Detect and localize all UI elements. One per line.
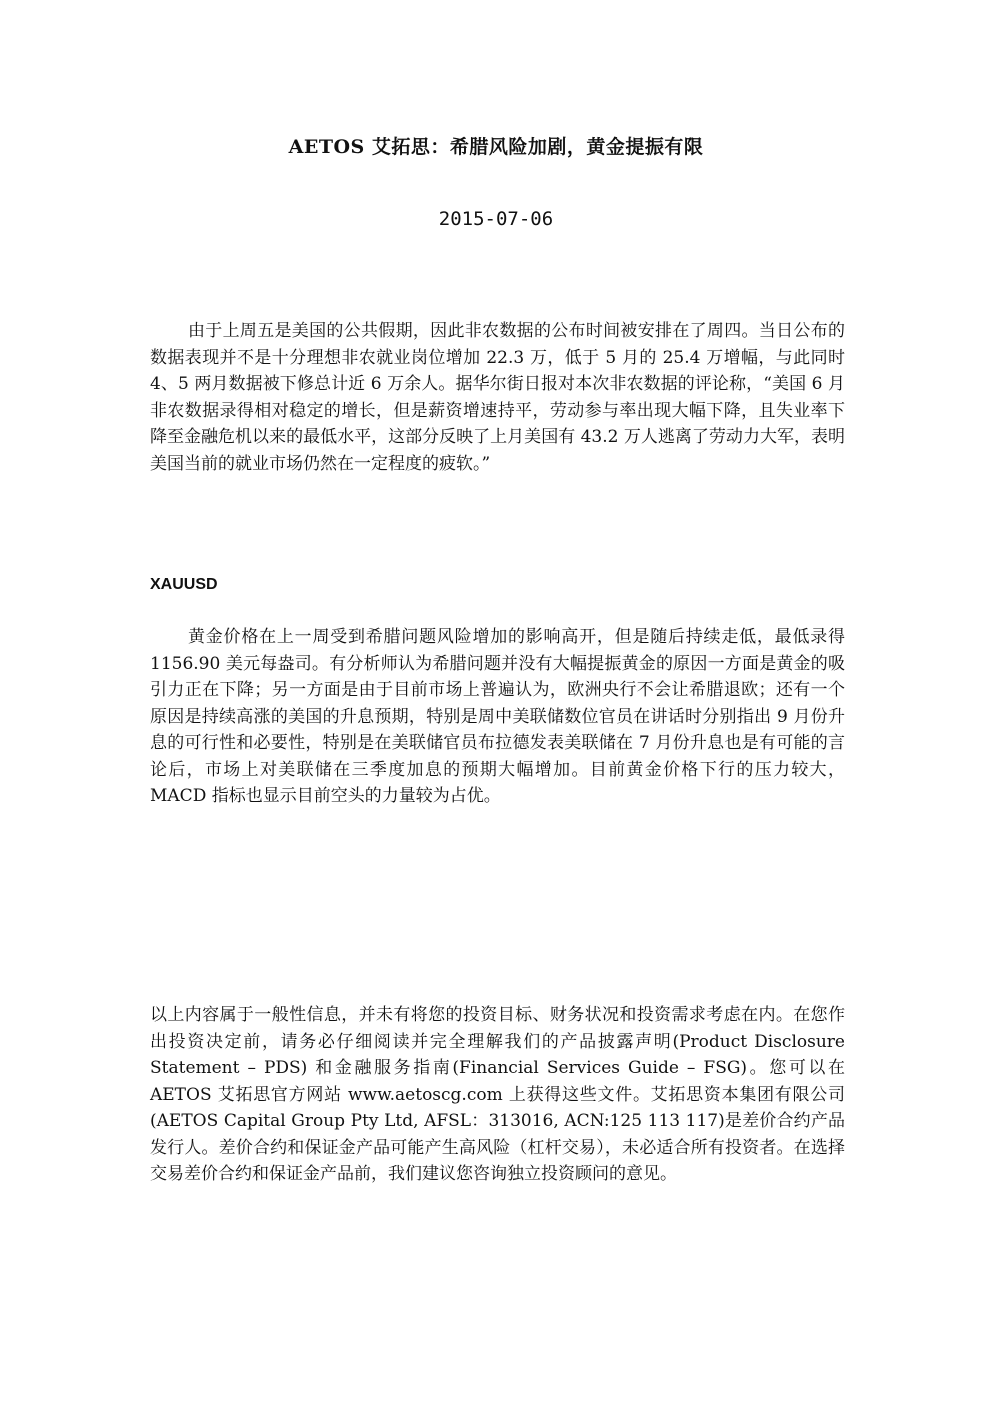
document-date: 2015-07-06 xyxy=(438,208,554,230)
document-title: AETOS 艾拓思：希腊风险加剧，黄金提振有限 xyxy=(288,136,704,158)
disclaimer-paragraph: 以上内容属于一般性信息，并未有将您的投资目标、财务状况和投资需求考虑在内。在您作出投资决定前，请务必仔细阅读并完全理解我们的产品披露声明(Product Disclosure Statement – PDS) 和金融服务指南(Financial Services Guide – FSG)。您可以在 AETOS 艾拓思官方网站 www.aetoscg.com 上获得这些文件。艾拓思资本集团有限公司(AETOS Capital Group Pty Ltd, AFSL：313016, ACN:125 113 117)是差价合约产品发行人。差价合约和保证金产品可能产生高风险（杠杆交易），未必适合所有投资者。在选择交易差价合约和保证金产品前，我们建议您咨询独立投资顾问的意见。 xyxy=(150,1005,845,1184)
intro-paragraph: 由于上周五是美国的公共假期，因此非农数据的公布时间被安排在了周四。当日公布的数据表现并不是十分理想非农就业岗位增加 22.3 万，低于 5 月的 25.4 万增幅，与此同时 4、5 两月数据被下修总计近 6 万余人。据华尔街日报对本次非农数据的评论称，“美国 6 月非农数据录得相对稳定的增长，但是薪资增速持平，劳动参与率出现大幅下降，且失业率下降至金融危机以来的最低水平，这部分反映了上月美国有 43.2 万人逃离了劳动力大军，表明美国当前的就业市场仍然在一定程度的疲软。” xyxy=(150,321,845,474)
xauusd-paragraph: 黄金价格在上一周受到希腊问题风险增加的影响高开，但是随后持续走低，最低录得 1156.90 美元每盎司。有分析师认为希腊问题并没有大幅提振黄金的原因一方面是黄金的吸引力正在下降；另一方面是由于目前市场上普遍认为，欧洲央行不会让希腊退欧；还有一个原因是持续高涨的美国的升息预期，特别是周中美联储数位官员在讲话时分别指出 9 月份升息的可行性和必要性，特别是在美联储官员布拉德发表美联储在 7 月份升息也是有可能的言论后，市场上对美联储在三季度加息的预期大幅增加。目前黄金价格下行的压力较大，MACD 指标也显示目前空头的力量较为占优。 xyxy=(150,627,845,806)
section-heading-xauusd: XAUUSD xyxy=(150,576,218,593)
